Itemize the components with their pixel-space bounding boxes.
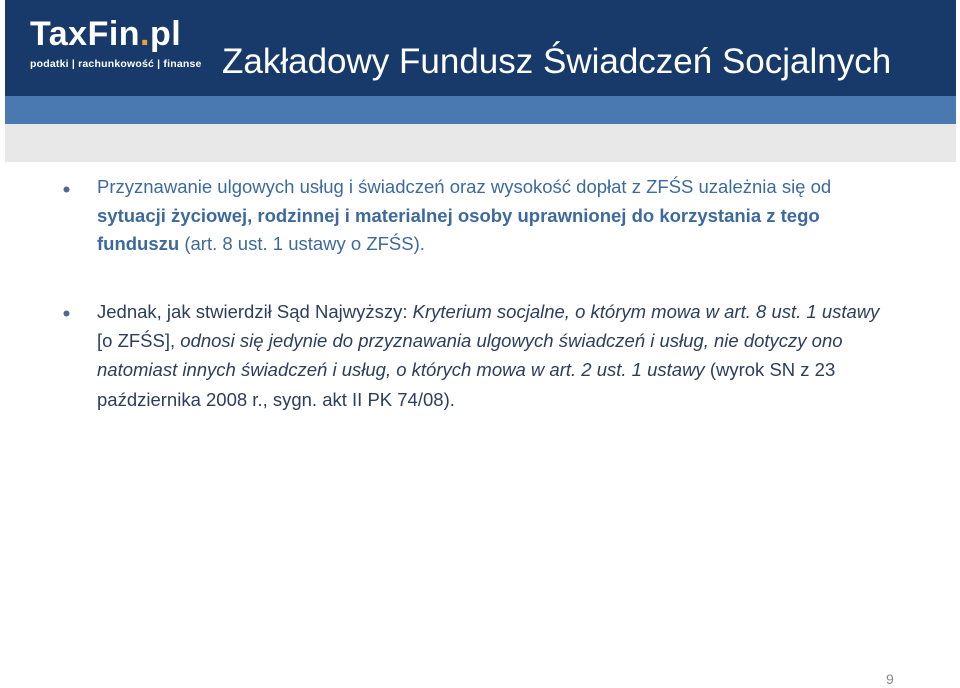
bullet1-text-1: Przyznawanie ulgowych usług i świadczeń oraz wysokość dopłat z ZFŚS uzależnia się od [97,176,832,197]
header-grey-band [5,124,956,162]
bullet-paragraph-2 [97,297,887,414]
bullet1-text-3: (art. 8 ust. 1 ustawy o ZFŚS). [179,233,425,255]
logo-wordmark [30,16,202,52]
bullet2-text-3: [o ZFŚS], [97,330,181,352]
bullet-dot-icon [62,185,71,194]
logo-tagline: podatki | rachunkowość | finanse [30,58,202,70]
logo-brand-tld: pl [150,15,182,53]
logo-brand-main: TaxFin [30,15,141,53]
header-stripe [5,96,956,124]
bullet2-italic-1: Kryterium socjalne, o którym mowa w art. 8 ust. 1 ustawy [412,301,880,322]
bullet2-text-5: (wyrok SN z 23 października 2008 r., sygn. akt II PK 74/08). [97,359,836,410]
bullet2-text-1: Jednak, jak stwierdził Sąd Najwyższy: [97,301,413,322]
bullet2-italic-2: odnosi się jedynie do przyznawania ulgowych świadczeń i usług, nie dotyczy ono natomiast innych świadczeń i usług, o których mowa w art. 2 ust. 1 ustawy [97,330,843,381]
bullet1-text-bold: sytuacji życiowej, rodzinnej i materialnej osoby uprawnionej do korzystania z tego funduszu [97,204,820,255]
logo-brand-dot: . [140,15,150,53]
bullet-paragraph-1 [97,173,887,259]
page-number: 9 [886,671,894,687]
slide-title: Zakładowy Fundusz Świadczeń Socjalnych [222,42,892,81]
bullet-dot-icon [62,309,71,318]
taxfin-logo [30,16,202,70]
